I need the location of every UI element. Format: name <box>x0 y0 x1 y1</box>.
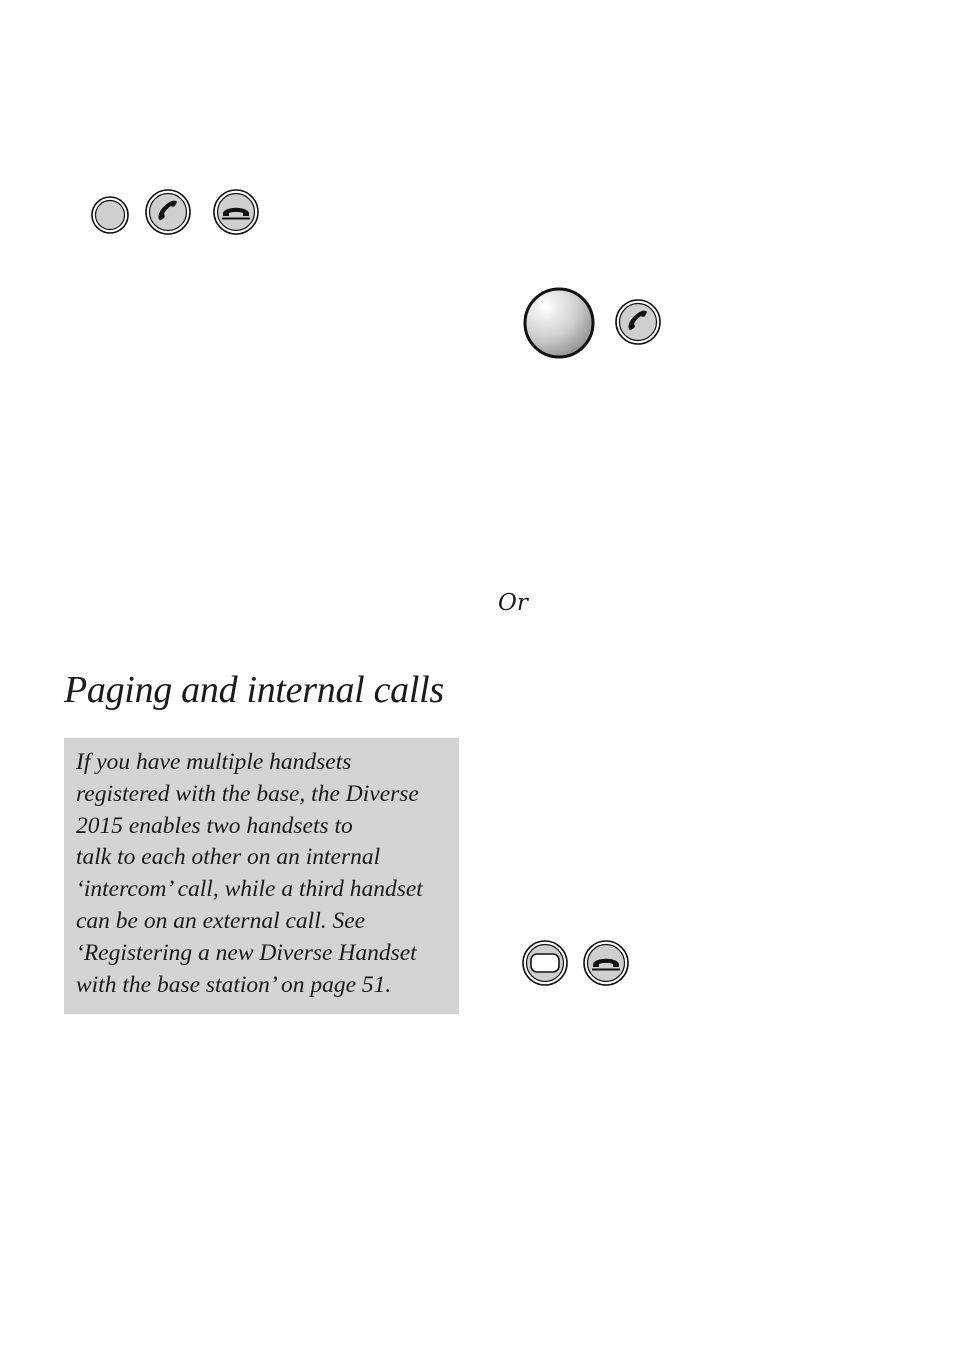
intercom-key-icon <box>521 939 569 987</box>
info-line: registered with the base, the Diverse <box>76 780 419 807</box>
end-call-handset-key-icon <box>582 939 630 987</box>
key-group-top-left <box>88 186 268 240</box>
call-handset-key-icon <box>614 298 662 346</box>
end-call-handset-key-icon <box>212 188 260 236</box>
info-line: ‘Registering a new Diverse Handset <box>76 939 417 966</box>
call-handset-key-icon <box>144 188 192 236</box>
or-label: Or <box>498 590 528 616</box>
blank-round-key-icon <box>90 195 130 235</box>
section-heading: Paging and internal calls <box>64 669 444 711</box>
info-line: 2015 enables two handsets to <box>76 812 353 839</box>
info-box-text <box>76 747 451 1001</box>
key-group-right-2 <box>518 934 638 990</box>
info-line: can be on an external call. See <box>76 907 366 934</box>
info-line: ‘intercom’ call, while a third handset <box>76 876 423 903</box>
info-line: talk to each other on an internal <box>76 844 381 871</box>
info-line: with the base station’ on page 51. <box>76 971 392 998</box>
info-line: If you have multiple handsets <box>76 749 352 775</box>
large-navigation-key-icon <box>521 285 597 361</box>
info-box <box>64 738 459 1014</box>
key-group-right-1 <box>518 282 678 364</box>
